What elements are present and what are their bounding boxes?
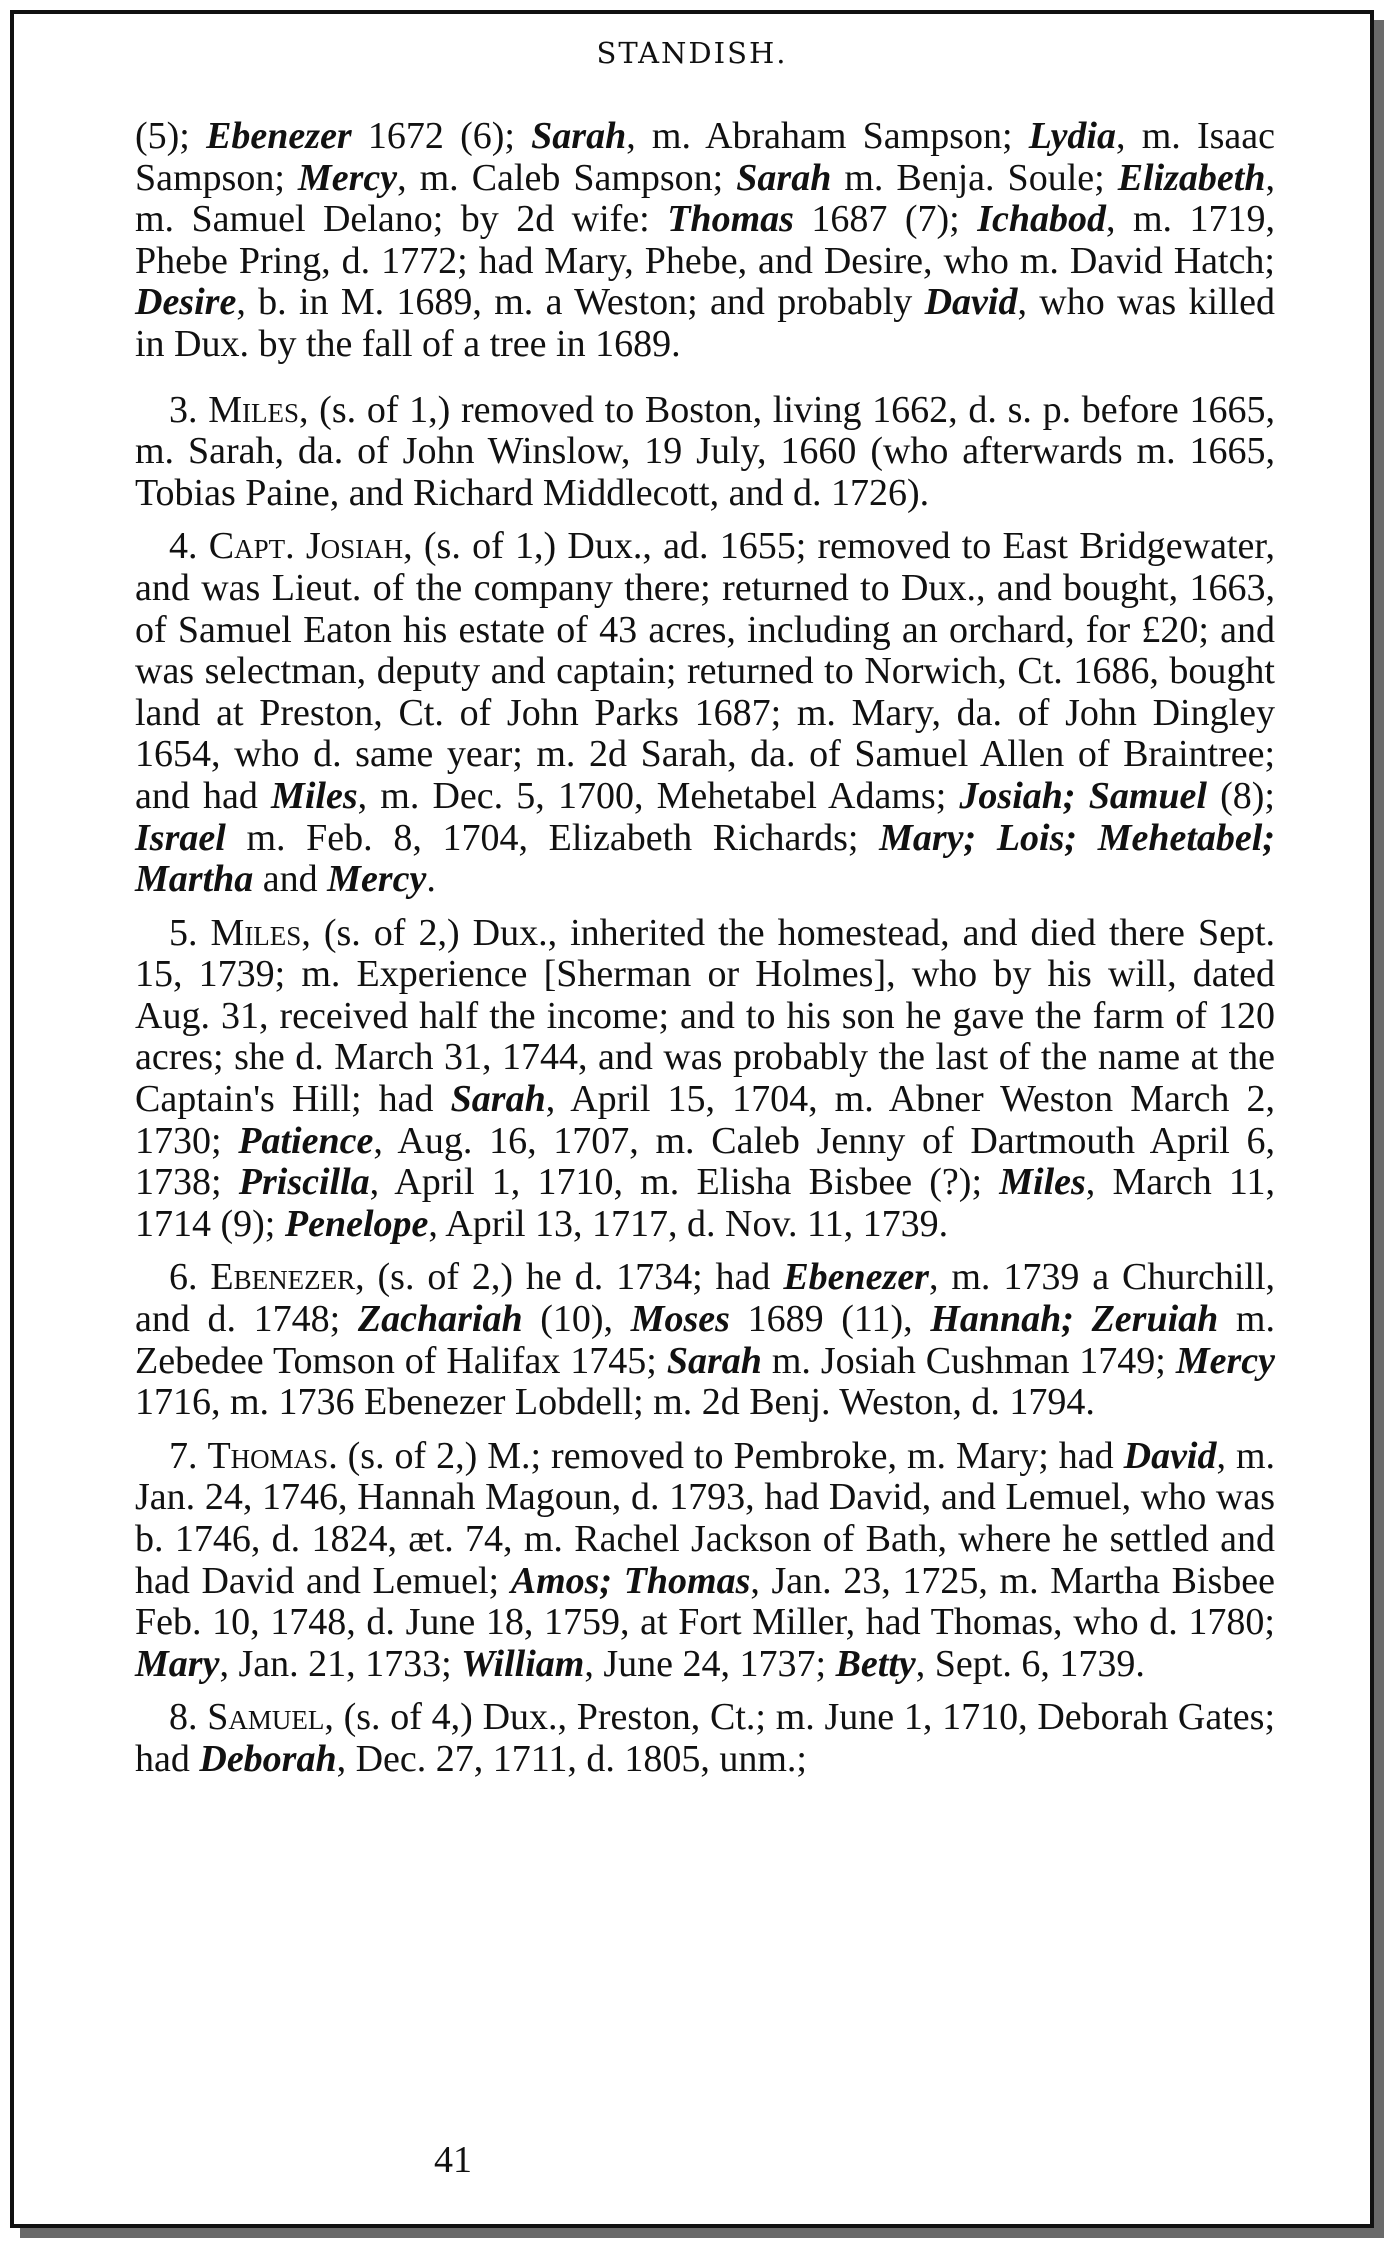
text-run: 1716, m. 1736 Ebenezer Lobdell; m. 2d Benj. Weston, d. 1794.	[135, 1381, 1095, 1424]
italic-name: Sarah	[666, 1339, 762, 1382]
text-run: 7.	[169, 1434, 208, 1477]
italic-name: David	[924, 281, 1018, 324]
italic-name: Ichabod	[977, 198, 1106, 241]
text-run: , Dec. 27, 1711, d. 1805, unm.;	[336, 1737, 807, 1780]
italic-name: Mercy	[327, 858, 427, 901]
italic-name: Ebenezer	[783, 1256, 929, 1299]
text-body	[135, 116, 1275, 1781]
paragraph-entry-5	[135, 913, 1275, 1246]
text-run: , m. Abraham Sampson;	[626, 115, 1029, 157]
text-run: .	[426, 858, 436, 901]
italic-name: Mary	[135, 1642, 220, 1685]
italic-name: Patience	[238, 1119, 374, 1162]
text-run: (8);	[1206, 774, 1275, 817]
running-head: STANDISH.	[596, 36, 788, 70]
italic-name: Ebenezer	[206, 115, 352, 157]
text-run: , (s. of 2,) Dux., inherited the homestead, and died there Sept. 15, 1739; m. Experience [Sherman or Holmes], who by his will, dated Aug. 31, received half the income; and to his son he gave the farm of 120 acres; she d. March 31, 1744, and was probably the last of the name at the Captain's Hill; had	[135, 911, 1275, 1121]
entry-heading-name: Capt. Josiah	[208, 525, 404, 568]
paragraph-entry-8	[135, 1697, 1275, 1780]
italic-name: Hannah; Zeruiah	[930, 1298, 1219, 1341]
paragraph-entry-7	[135, 1436, 1275, 1686]
entry-heading-name: Miles	[208, 388, 299, 431]
italic-name: Miles	[999, 1161, 1086, 1204]
text-run: , (s. of 1,) removed to Boston, living 1662, d. s. p. before 1665, m. Sarah, da. of John Winslow, 19 July, 1660 (who afterwards m. 1665, Tobias Paine, and Richard Middlecott, and d. 1726).	[135, 388, 1275, 514]
text-run: , April 15, 1704, m. Abner Weston March 2, 1730;	[135, 1078, 1275, 1162]
text-run: 1689 (11),	[729, 1298, 931, 1341]
text-run: m. Zebedee Tomson of Halifax 1745;	[135, 1298, 1275, 1382]
italic-name: Sarah	[531, 115, 627, 157]
text-run: , m. Caleb Sampson;	[397, 156, 737, 199]
text-run: (10),	[522, 1298, 631, 1341]
italic-name: David	[1123, 1434, 1217, 1477]
page-frame	[10, 10, 1374, 2228]
italic-name: Desire	[135, 281, 237, 324]
text-run: m. Josiah Cushman 1749;	[761, 1339, 1176, 1382]
text-run: , m. 1739 a Churchill, and d. 1748;	[135, 1256, 1276, 1341]
text-run: . (s. of 2,) M.; removed to Pembroke, m. Mary; had	[328, 1434, 1124, 1477]
text-run: , Aug. 16, 1707, m. Caleb Jenny of Dartmouth April 6, 1738;	[135, 1119, 1275, 1204]
text-run: , m. Jan. 24, 1746, Hannah Magoun, d. 1793, had David, and Lemuel, who was b. 1746, d. 1824, æt. 74, m. Rachel Jackson of Bath, where he settled and had David and Lemuel;	[135, 1434, 1276, 1602]
italic-name: Amos; Thomas	[510, 1559, 751, 1602]
text-run: , April 1, 1710, m. Elisha Bisbee (?);	[369, 1161, 1000, 1204]
entry-heading-name: Thomas	[207, 1434, 329, 1477]
italic-name: Israel	[135, 816, 226, 859]
entry-heading-name: Samuel	[207, 1696, 325, 1739]
text-run: 5.	[169, 911, 211, 954]
text-run: , June 24, 1737;	[584, 1642, 836, 1685]
text-run: , Jan. 21, 1733;	[219, 1642, 462, 1685]
text-run: 6.	[169, 1256, 211, 1299]
italic-name: Moses	[630, 1298, 730, 1341]
text-run: 1687 (7);	[793, 198, 978, 241]
italic-name: Mary; Lois; Mehetabel; Martha	[135, 816, 1275, 901]
paragraph-entry-3	[135, 390, 1275, 515]
paragraph-continuation	[135, 116, 1275, 366]
text-run: , (s. of 1,) Dux., ad. 1655; removed to East Bridgewater, and was Lieut. of the company there; returned to Dux., and bought, 1663, of Samuel Eaton his estate of 43 acres, including an orchard, for £20; and was selectman, deputy and captain; returned to Norwich, Ct. 1686, bought land at Preston, Ct. of John Parks 1687; m. Mary, da. of John Dingley 1654, who d. same year; m. 2d Sarah, da. of Samuel Allen of Braintree; and had	[135, 525, 1275, 817]
italic-name: Elizabeth	[1117, 156, 1266, 199]
text-run: m. Benja. Soule;	[831, 156, 1118, 199]
text-run: m. Feb. 8, 1704, Elizabeth Richards;	[225, 816, 880, 859]
text-run: , March 11, 1714 (9);	[135, 1161, 1275, 1245]
italic-name: Mercy	[1175, 1339, 1275, 1382]
italic-name: Zachariah	[357, 1298, 523, 1341]
italic-name: Mercy	[297, 156, 398, 199]
entry-heading-name: Ebenezer	[210, 1256, 356, 1299]
italic-name: Miles	[271, 774, 358, 817]
text-run: , m. 1719, Phebe Pring, d. 1772; had Mary, Phebe, and Desire, who m. David Hatch;	[135, 198, 1275, 282]
italic-name: Sarah	[736, 156, 832, 199]
text-run: , Jan. 23, 1725, m. Martha Bisbee Feb. 10, 1748, d. June 18, 1759, at Fort Miller, had Thomas, who d. 1780;	[135, 1559, 1276, 1644]
italic-name: Betty	[835, 1642, 916, 1685]
entry-heading-name: Miles	[210, 911, 302, 954]
text-run: , Sept. 6, 1739.	[915, 1642, 1145, 1685]
text-run: 8.	[169, 1696, 208, 1739]
text-run: , who was killed in Dux. by the fall of a tree in 1689.	[135, 281, 1275, 365]
text-run: , (s. of 2,) he d. 1734; had	[355, 1256, 784, 1299]
page-number: 41	[434, 2139, 472, 2181]
text-run: 1672 (6);	[351, 115, 532, 157]
italic-name: William	[461, 1642, 585, 1685]
paragraph-entry-6	[135, 1257, 1275, 1423]
text-run: 3.	[169, 388, 209, 431]
italic-name: Penelope	[284, 1202, 429, 1245]
text-run: , b. in M. 1689, m. a Weston; and probably	[236, 281, 925, 324]
text-run: , m. Isaac Sampson;	[135, 115, 1275, 199]
italic-name: Lydia	[1028, 115, 1116, 157]
italic-name: Thomas	[667, 198, 794, 241]
italic-name: Josiah; Samuel	[959, 774, 1207, 817]
text-run: , (s. of 4,) Dux., Preston, Ct.; m. June 1, 1710, Deborah Gates; had	[135, 1696, 1276, 1780]
italic-name: Priscilla	[238, 1161, 370, 1204]
text-run: (5);	[135, 115, 207, 157]
text-run: and	[253, 858, 328, 901]
paragraph-entry-4	[135, 526, 1275, 900]
text-run: , April 13, 1717, d. Nov. 11, 1739.	[428, 1202, 949, 1245]
italic-name: Deborah	[199, 1737, 337, 1780]
italic-name: Sarah	[450, 1078, 546, 1121]
text-run: 4.	[169, 525, 209, 568]
text-run: , m. Samuel Delano; by 2d wife:	[135, 156, 1275, 241]
text-run: , m. Dec. 5, 1700, Mehetabel Adams;	[357, 774, 960, 817]
